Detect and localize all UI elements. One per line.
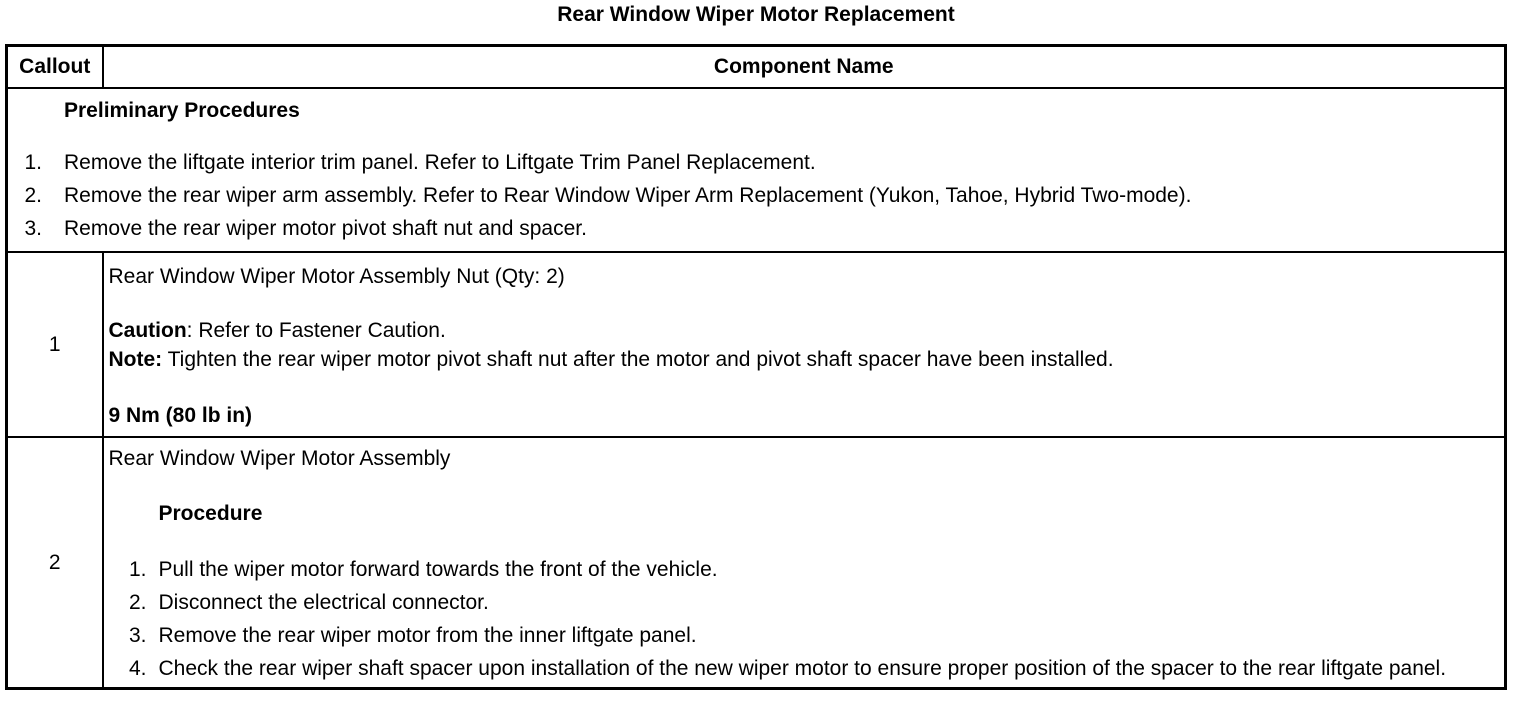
callout-number: 2 xyxy=(7,437,103,689)
preliminary-row xyxy=(7,88,1506,252)
caution-line: Caution: Refer to Fastener Caution. xyxy=(108,319,446,342)
list-item: 3. Remove the rear wiper motor from the inner liftgate panel. xyxy=(128,624,697,647)
list-item: 3. Remove the rear wiper motor pivot shaft nut and spacer. xyxy=(24,217,587,240)
table-row xyxy=(7,252,1506,437)
note-line: Note: Tighten the rear wiper motor pivot shaft nut after the motor and pivot shaft spacer have been installed. xyxy=(108,348,1114,371)
page-title: Rear Window Wiper Motor Replacement xyxy=(557,3,955,26)
procedure-steps xyxy=(109,553,1501,683)
list-item: 2. Disconnect the electrical connector. xyxy=(128,591,489,614)
header-component-name: Component Name xyxy=(103,46,1506,89)
list-item: 1. Remove the liftgate interior trim panel. Refer to Liftgate Trim Panel Replacement. xyxy=(24,151,816,174)
component-name: Rear Window Wiper Motor Assembly xyxy=(108,447,451,470)
preliminary-cell xyxy=(7,88,1506,252)
callout-number: 1 xyxy=(7,252,103,437)
preliminary-heading: Preliminary Procedures xyxy=(64,99,300,122)
table-header-row xyxy=(7,46,1506,89)
component-cell xyxy=(103,437,1506,689)
procedure-heading: Procedure xyxy=(158,502,263,525)
torque-spec: 9 Nm (80 lb in) xyxy=(108,404,253,427)
list-item: 2. Remove the rear wiper arm assembly. Refer to Rear Window Wiper Arm Replacement (Yukon, Tahoe, Hybrid Two-mode). xyxy=(24,184,1192,207)
component-cell xyxy=(103,252,1506,437)
table-row xyxy=(7,437,1506,689)
list-item: 4. Check the rear wiper shaft spacer upon installation of the new wiper motor to ensure proper position of the spacer to the rear liftgate panel. xyxy=(128,657,1447,680)
component-name: Rear Window Wiper Motor Assembly Nut (Qty: 2) xyxy=(108,265,565,288)
procedure-table xyxy=(5,44,1507,690)
note-label: Note: xyxy=(108,348,163,371)
list-item: 1. Pull the wiper motor forward towards the front of the vehicle. xyxy=(128,558,718,581)
header-callout: Callout xyxy=(7,46,103,89)
caution-label: Caution xyxy=(108,319,187,342)
preliminary-steps xyxy=(8,146,1504,251)
